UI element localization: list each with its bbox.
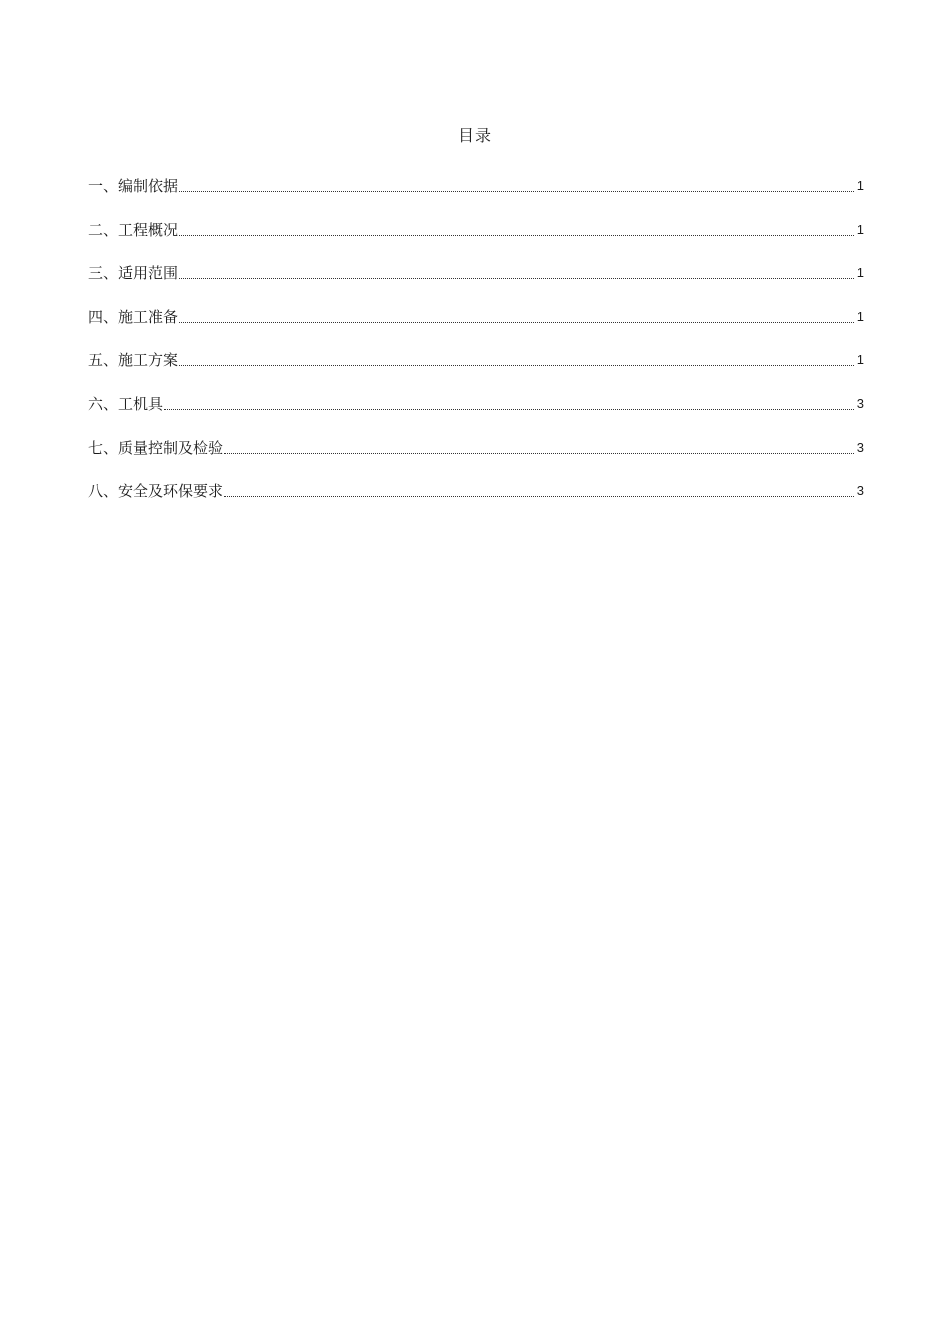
toc-entry-6[interactable] [88,392,864,416]
toc-dot-leader [224,453,854,454]
toc-dot-leader [179,235,854,236]
toc-entry-page: 3 [856,439,864,455]
toc-entry-label: 八、安全及环保要求 [88,482,224,501]
toc-entry-label: 六、工机具 [88,394,164,413]
toc-entry-7[interactable] [88,436,864,460]
toc-entry-page: 1 [856,308,864,324]
toc-dot-leader [179,365,854,366]
toc-entry-page: 1 [856,178,864,193]
toc-entry-5[interactable] [88,348,864,372]
toc-dot-leader [179,278,854,279]
toc-title: 目录 [457,126,492,145]
toc-entry-label: 五、施工方案 [88,351,179,370]
toc-entry-page: 3 [856,483,864,499]
toc-dot-leader [224,496,854,497]
toc-entry-2[interactable] [88,218,864,242]
toc-entry-page: 1 [856,352,864,368]
toc-entry-label: 三、适用范围 [88,264,179,283]
toc-entry-page: 3 [856,395,864,411]
toc-dot-leader [179,322,854,323]
toc-entry-3[interactable] [88,261,864,285]
toc-entry-page: 1 [856,221,864,237]
toc-entry-page: 1 [856,265,864,281]
toc-list [88,174,864,523]
toc-dot-leader [164,409,854,410]
toc-entry-label: 四、施工准备 [88,307,179,326]
toc-entry-label: 七、质量控制及检验 [88,438,224,457]
toc-entry-4[interactable] [88,305,864,329]
toc-dot-leader [179,191,854,192]
toc-entry-8[interactable] [88,479,864,503]
toc-entry-label: 二、工程概况 [88,220,179,239]
toc-entry-1[interactable] [88,174,864,198]
toc-entry-label: 一、编制依据 [88,177,179,195]
